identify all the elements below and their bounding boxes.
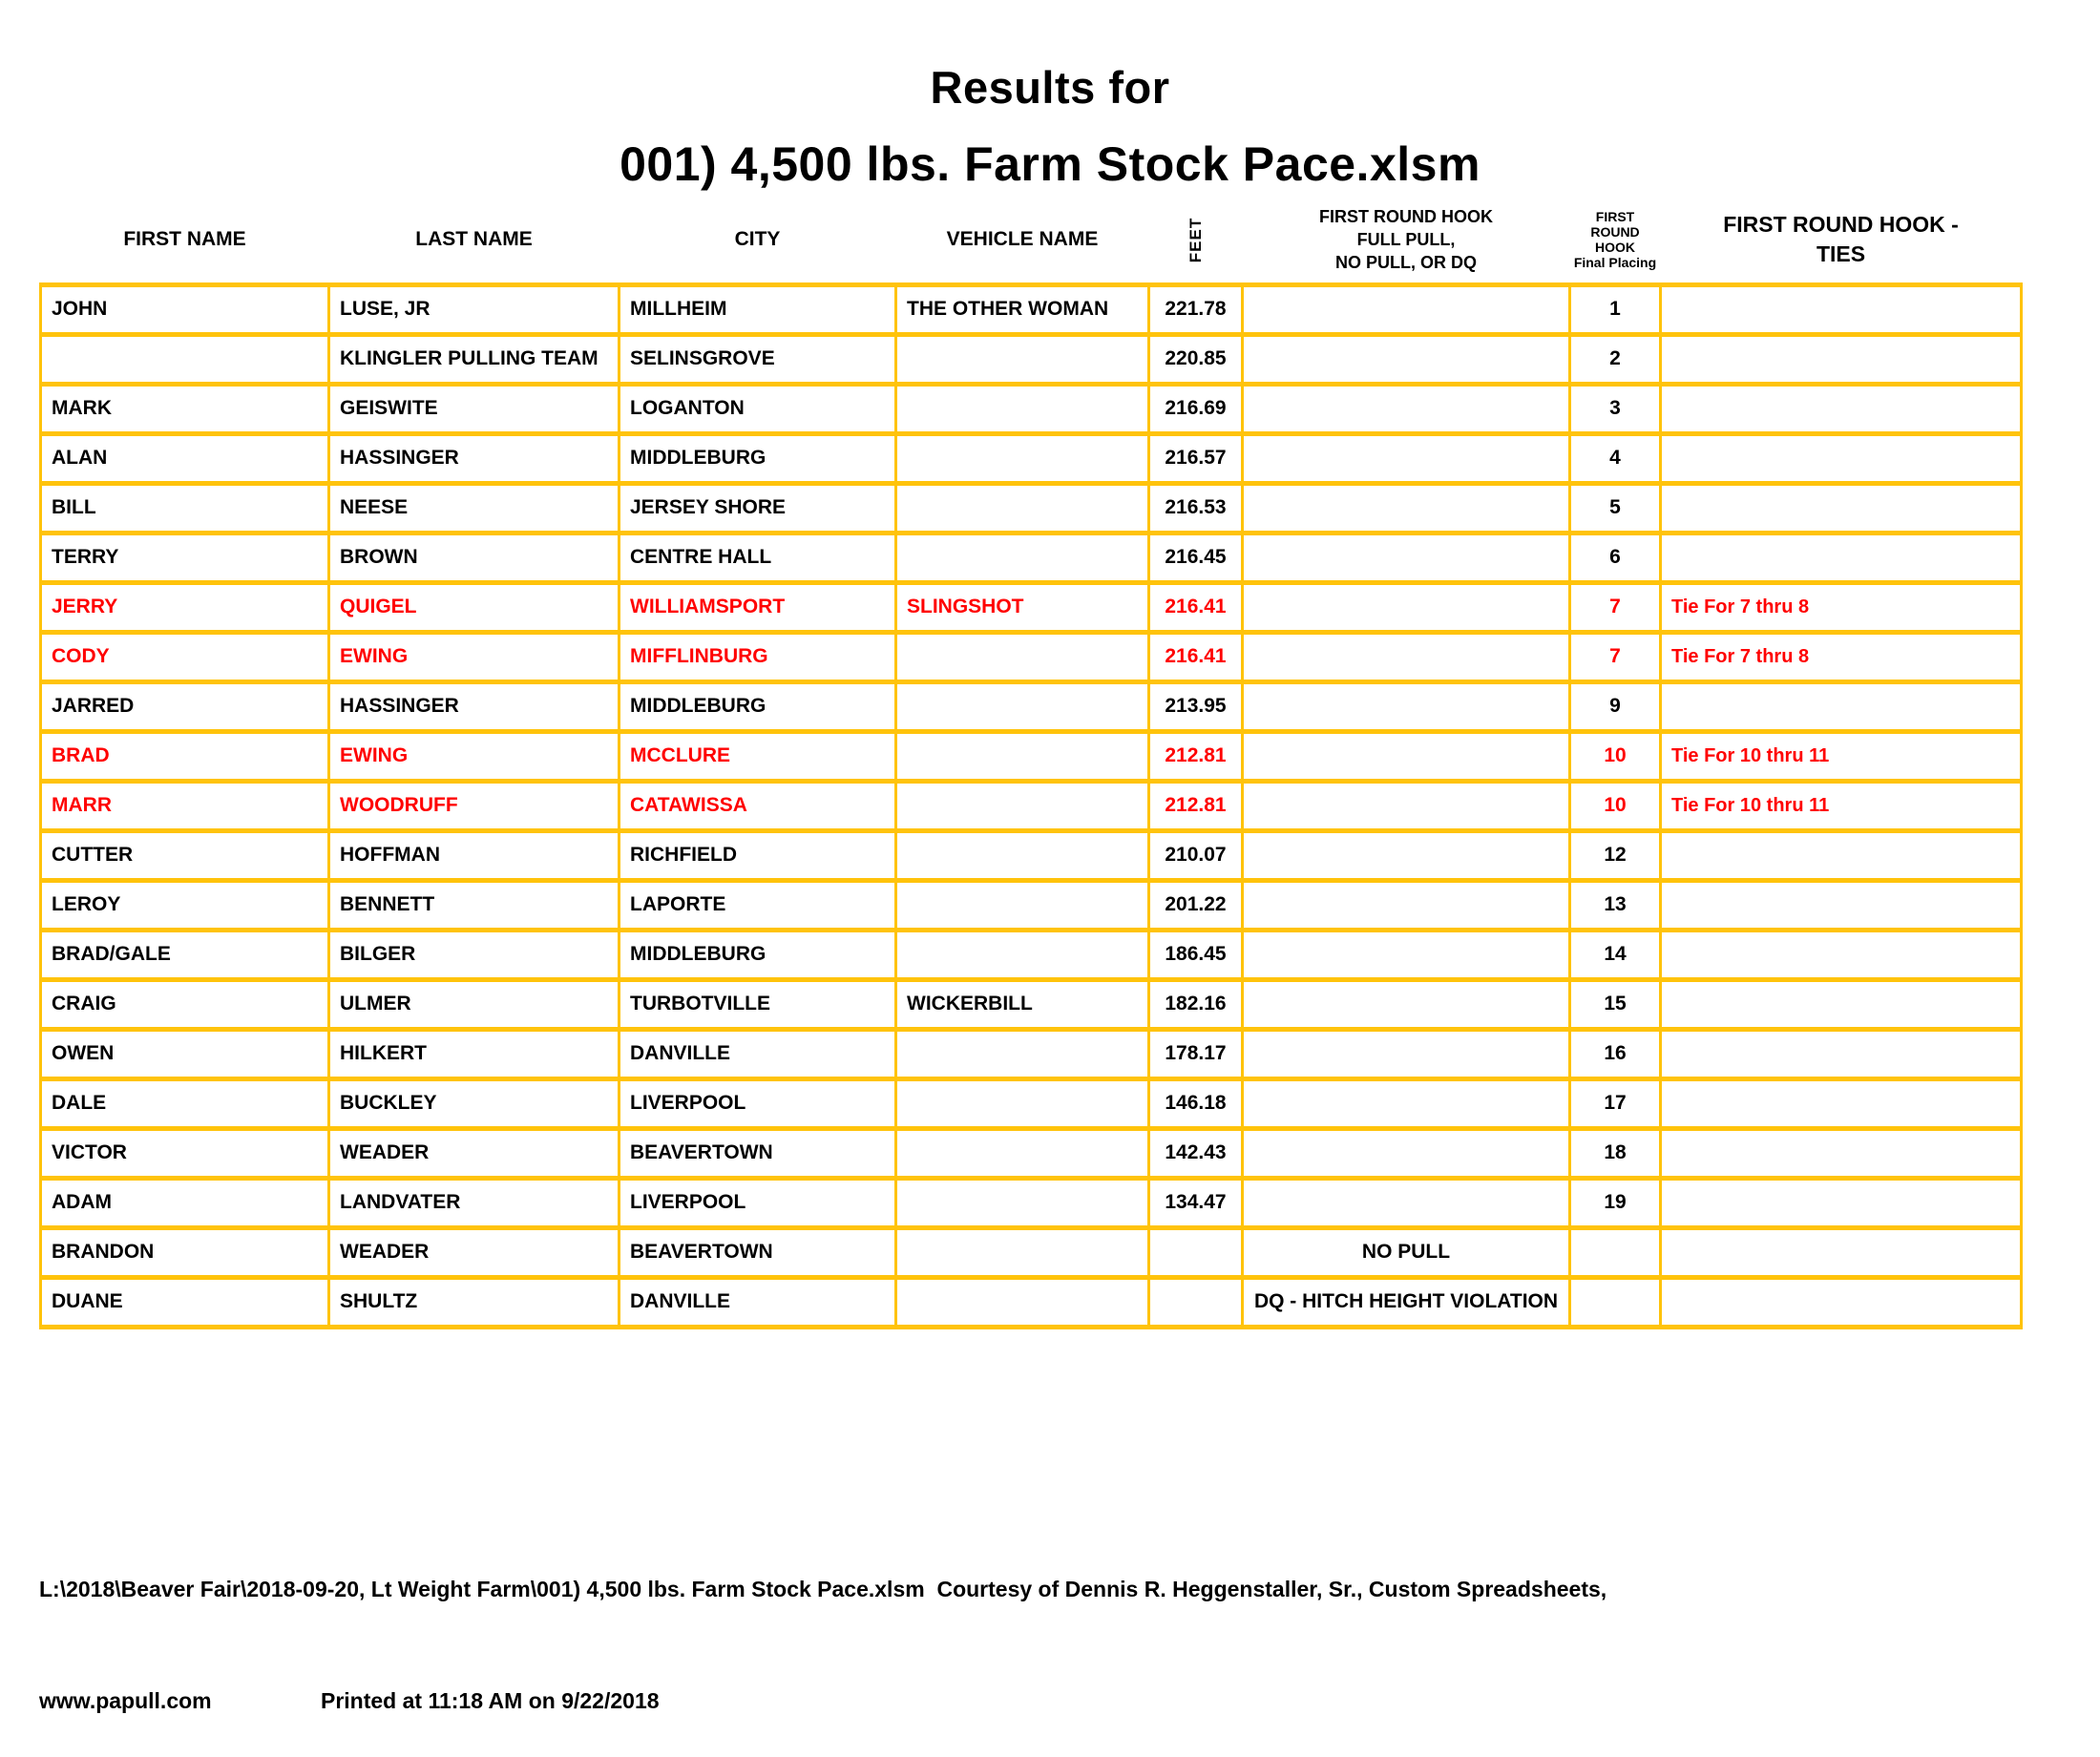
cell-feet: 186.45 [1149,930,1243,979]
cell-city: LAPORTE [620,880,896,930]
cell-city: JERSEY SHORE [620,483,896,533]
cell-city: WILLIAMSPORT [620,582,896,632]
cell-hook-result [1243,334,1570,384]
table-row [41,582,2022,632]
cell-last-name: KLINGLER PULLING TEAM [329,334,620,384]
table-row [41,880,2022,930]
cell-hook-result [1243,781,1570,830]
cell-hook-result [1243,930,1570,979]
footer-second-line [39,1683,2072,1720]
page-title-line1: Results for [930,62,1170,113]
cell-last-name: WEADER [329,1227,620,1277]
cell-final-placing: 10 [1570,731,1661,781]
cell-vehicle-name [896,930,1149,979]
footer-path-line: L:\2018\Beaver Fair\2018-09-20, Lt Weight Farm\001) 4,500 lbs. Farm Stock Pace.xlsm Courtesy of Dennis R. Heggenstaller, Sr., Custom Spreadsheets, [39,1577,1607,1601]
cell-first-name: DUANE [41,1277,329,1327]
cell-hook-result [1243,830,1570,880]
cell-first-name: BRAD [41,731,329,781]
cell-feet: 221.78 [1149,284,1243,334]
feet-rotated-label: FEET [1186,217,1205,262]
cell-first-name: LEROY [41,880,329,930]
cell-final-placing [1570,1277,1661,1327]
cell-hook-result [1243,284,1570,334]
cell-feet: 182.16 [1149,979,1243,1029]
column-header-feet [1149,197,1243,284]
cell-last-name: EWING [329,632,620,681]
table-row [41,979,2022,1029]
cell-hook-result: NO PULL [1243,1227,1570,1277]
cell-city: TURBOTVILLE [620,979,896,1029]
cell-city: LIVERPOOL [620,1078,896,1128]
cell-hook-result [1243,533,1570,582]
cell-first-name: VICTOR [41,1128,329,1178]
cell-final-placing: 3 [1570,384,1661,433]
cell-last-name: BROWN [329,533,620,582]
cell-feet [1149,1277,1243,1327]
cell-vehicle-name [896,781,1149,830]
cell-feet: 216.41 [1149,582,1243,632]
cell-ties [1661,334,2022,384]
cell-city: MIDDLEBURG [620,681,896,731]
cell-hook-result [1243,632,1570,681]
hook-result-header-line3: NO PULL, OR DQ [1335,252,1477,272]
cell-hook-result [1243,1128,1570,1178]
cell-first-name: CUTTER [41,830,329,880]
cell-vehicle-name [896,384,1149,433]
cell-vehicle-name [896,1078,1149,1128]
table-row [41,1227,2022,1277]
cell-first-name: JARRED [41,681,329,731]
cell-feet: 210.07 [1149,830,1243,880]
cell-hook-result [1243,582,1570,632]
cell-vehicle-name: THE OTHER WOMAN [896,284,1149,334]
cell-vehicle-name [896,1178,1149,1227]
cell-last-name: LUSE, JR [329,284,620,334]
column-header-first-name: FIRST NAME [123,228,246,251]
cell-ties: Tie For 10 thru 11 [1661,781,2022,830]
cell-ties [1661,880,2022,930]
cell-city: MIDDLEBURG [620,433,896,483]
table-row [41,1029,2022,1078]
results-table-body [41,284,2022,1327]
cell-ties: Tie For 10 thru 11 [1661,731,2022,781]
cell-feet: 212.81 [1149,781,1243,830]
cell-hook-result: DQ - HITCH HEIGHT VIOLATION [1243,1277,1570,1327]
cell-final-placing: 7 [1570,582,1661,632]
footer-printed-timestamp: Printed at 11:18 AM on 9/22/2018 [321,1688,660,1713]
cell-last-name: LANDVATER [329,1178,620,1227]
cell-first-name: TERRY [41,533,329,582]
cell-city: LOGANTON [620,384,896,433]
cell-first-name: BRAD/GALE [41,930,329,979]
cell-hook-result [1243,483,1570,533]
cell-city: DANVILLE [620,1029,896,1078]
cell-vehicle-name: WICKERBILL [896,979,1149,1029]
table-row [41,334,2022,384]
column-header-vehicle-name: VEHICLE NAME [946,228,1099,251]
final-placing-header-line2: HOOK [1595,239,1635,255]
cell-hook-result [1243,979,1570,1029]
cell-hook-result [1243,1029,1570,1078]
cell-vehicle-name [896,681,1149,731]
cell-vehicle-name [896,731,1149,781]
cell-last-name: BILGER [329,930,620,979]
cell-feet: 146.18 [1149,1078,1243,1128]
cell-final-placing: 2 [1570,334,1661,384]
cell-first-name: JERRY [41,582,329,632]
cell-hook-result [1243,433,1570,483]
cell-ties [1661,533,2022,582]
cell-vehicle-name [896,483,1149,533]
table-row [41,384,2022,433]
cell-city: RICHFIELD [620,830,896,880]
cell-feet: 178.17 [1149,1029,1243,1078]
cell-final-placing: 10 [1570,781,1661,830]
table-row [41,830,2022,880]
cell-last-name: HOFFMAN [329,830,620,880]
cell-ties [1661,483,2022,533]
cell-vehicle-name [896,880,1149,930]
cell-final-placing: 5 [1570,483,1661,533]
cell-final-placing [1570,1227,1661,1277]
cell-first-name: ALAN [41,433,329,483]
cell-ties [1661,1178,2022,1227]
cell-ties: Tie For 7 thru 8 [1661,632,2022,681]
footer-url: www.papull.com [39,1688,212,1713]
cell-final-placing: 6 [1570,533,1661,582]
table-row [41,284,2022,334]
cell-feet: 201.22 [1149,880,1243,930]
cell-city: LIVERPOOL [620,1178,896,1227]
cell-final-placing: 14 [1570,930,1661,979]
table-row [41,1078,2022,1128]
cell-last-name: NEESE [329,483,620,533]
cell-vehicle-name: SLINGSHOT [896,582,1149,632]
cell-last-name: QUIGEL [329,582,620,632]
cell-ties [1661,830,2022,880]
table-row [41,930,2022,979]
table-row [41,433,2022,483]
hook-result-header-line2: FULL PULL, [1356,229,1456,249]
table-row [41,1128,2022,1178]
table-row [41,632,2022,681]
table-row [41,781,2022,830]
cell-final-placing: 18 [1570,1128,1661,1178]
cell-first-name: BILL [41,483,329,533]
cell-city: MIFFLINBURG [620,632,896,681]
cell-first-name: MARR [41,781,329,830]
cell-feet: 216.45 [1149,533,1243,582]
cell-hook-result [1243,1078,1570,1128]
cell-hook-result [1243,1178,1570,1227]
cell-last-name: HASSINGER [329,433,620,483]
results-table [39,197,2023,1329]
cell-ties [1661,1128,2022,1178]
cell-last-name: WOODRUFF [329,781,620,830]
cell-first-name: OWEN [41,1029,329,1078]
ties-header-line1: FIRST ROUND HOOK - [1723,211,1959,237]
cell-vehicle-name [896,830,1149,880]
cell-feet: 213.95 [1149,681,1243,731]
cell-hook-result [1243,731,1570,781]
page-title [0,61,2100,192]
cell-first-name [41,334,329,384]
ties-header-line2: TIES [1816,241,1866,266]
cell-hook-result [1243,681,1570,731]
cell-last-name: BENNETT [329,880,620,930]
cell-last-name: SHULTZ [329,1277,620,1327]
cell-first-name: JOHN [41,284,329,334]
cell-feet: 216.57 [1149,433,1243,483]
table-row [41,1178,2022,1227]
cell-vehicle-name [896,433,1149,483]
cell-city: CATAWISSA [620,781,896,830]
cell-last-name: HASSINGER [329,681,620,731]
cell-ties [1661,1029,2022,1078]
cell-final-placing: 17 [1570,1078,1661,1128]
cell-vehicle-name [896,632,1149,681]
cell-final-placing: 9 [1570,681,1661,731]
table-row [41,681,2022,731]
cell-first-name: BRANDON [41,1227,329,1277]
cell-city: MIDDLEBURG [620,930,896,979]
cell-last-name: EWING [329,731,620,781]
cell-first-name: ADAM [41,1178,329,1227]
table-row [41,533,2022,582]
column-header-hook-result [1243,197,1570,284]
cell-vehicle-name [896,533,1149,582]
cell-feet: 216.53 [1149,483,1243,533]
final-placing-header-line1: FIRST ROUND [1590,208,1640,240]
table-row [41,483,2022,533]
cell-feet: 220.85 [1149,334,1243,384]
cell-vehicle-name [896,1277,1149,1327]
cell-ties [1661,433,2022,483]
hook-result-header-line1: FIRST ROUND HOOK [1319,206,1493,226]
cell-feet: 216.69 [1149,384,1243,433]
column-header-city: CITY [734,228,781,251]
cell-last-name: ULMER [329,979,620,1029]
cell-last-name: GEISWITE [329,384,620,433]
cell-ties [1661,1277,2022,1327]
footer [39,1496,2072,1757]
cell-feet: 212.81 [1149,731,1243,781]
cell-vehicle-name [896,1029,1149,1078]
cell-final-placing: 4 [1570,433,1661,483]
cell-final-placing: 1 [1570,284,1661,334]
column-header-ties [1661,197,2022,284]
cell-feet: 134.47 [1149,1178,1243,1227]
cell-city: BEAVERTOWN [620,1227,896,1277]
cell-hook-result [1243,384,1570,433]
cell-last-name: HILKERT [329,1029,620,1078]
cell-feet [1149,1227,1243,1277]
cell-vehicle-name [896,334,1149,384]
cell-ties [1661,681,2022,731]
cell-city: MILLHEIM [620,284,896,334]
cell-first-name: DALE [41,1078,329,1128]
table-row [41,731,2022,781]
cell-first-name: CRAIG [41,979,329,1029]
cell-vehicle-name [896,1227,1149,1277]
cell-ties [1661,930,2022,979]
table-row [41,1277,2022,1327]
cell-final-placing: 16 [1570,1029,1661,1078]
cell-ties [1661,384,2022,433]
cell-ties [1661,1078,2022,1128]
cell-feet: 216.41 [1149,632,1243,681]
cell-ties [1661,979,2022,1029]
cell-city: DANVILLE [620,1277,896,1327]
cell-final-placing: 7 [1570,632,1661,681]
cell-last-name: WEADER [329,1128,620,1178]
cell-city: CENTRE HALL [620,533,896,582]
cell-final-placing: 13 [1570,880,1661,930]
header-row [41,197,2022,284]
cell-ties: Tie For 7 thru 8 [1661,582,2022,632]
cell-final-placing: 19 [1570,1178,1661,1227]
cell-first-name: MARK [41,384,329,433]
cell-hook-result [1243,880,1570,930]
page-title-line2: 001) 4,500 lbs. Farm Stock Pace.xlsm [620,137,1480,191]
cell-city: SELINSGROVE [620,334,896,384]
cell-ties [1661,1227,2022,1277]
cell-first-name: CODY [41,632,329,681]
cell-last-name: BUCKLEY [329,1078,620,1128]
cell-city: MCCLURE [620,731,896,781]
cell-feet: 142.43 [1149,1128,1243,1178]
column-header-last-name: LAST NAME [415,228,533,251]
cell-city: BEAVERTOWN [620,1128,896,1178]
cell-ties [1661,284,2022,334]
cell-vehicle-name [896,1128,1149,1178]
column-header-final-placing [1570,197,1661,284]
cell-final-placing: 15 [1570,979,1661,1029]
cell-final-placing: 12 [1570,830,1661,880]
final-placing-header-line3: Final Placing [1573,254,1657,270]
